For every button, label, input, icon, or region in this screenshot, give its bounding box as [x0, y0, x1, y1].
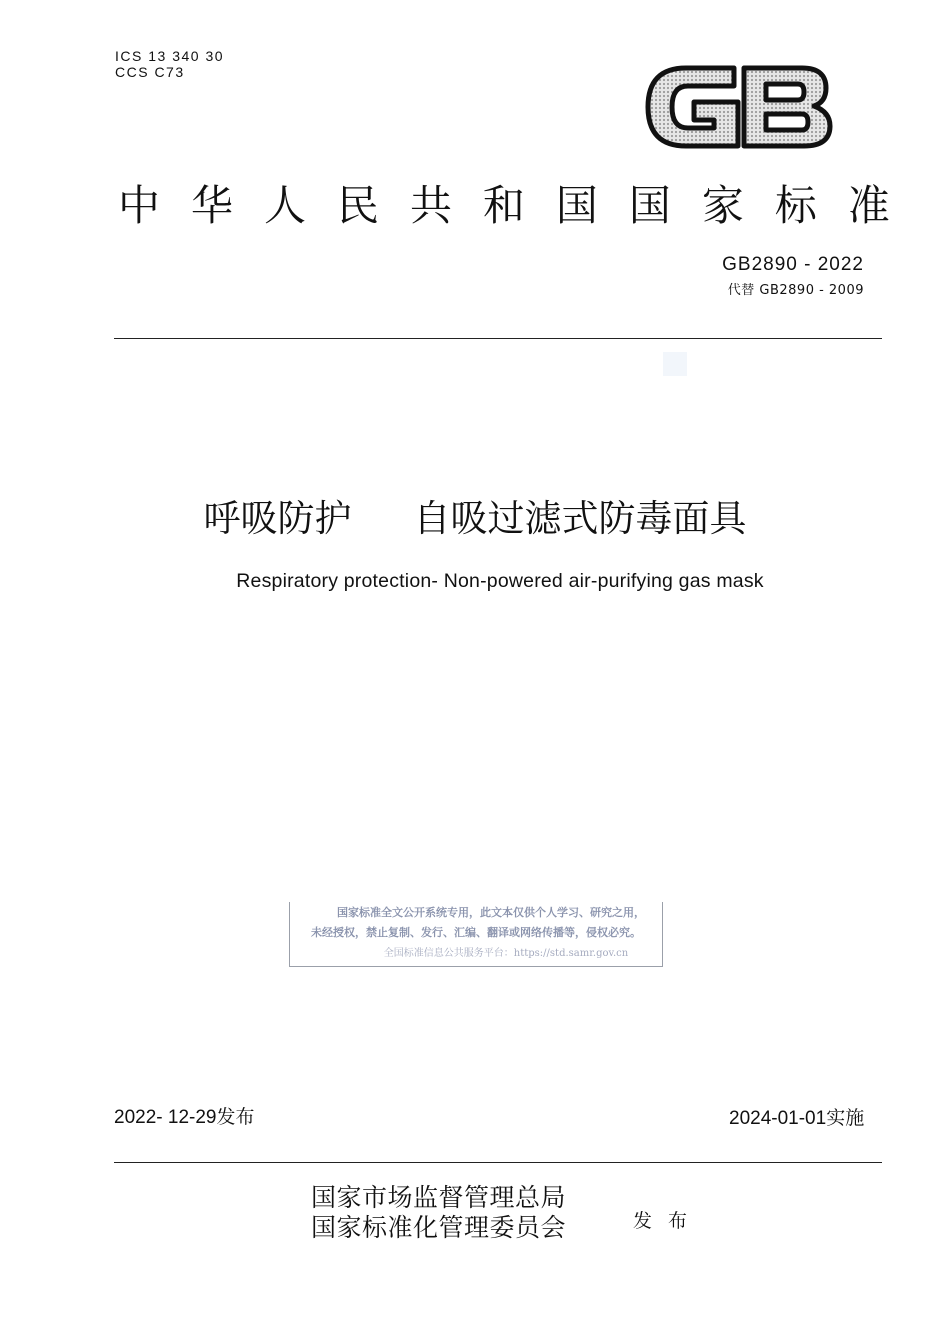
publish-date [114, 1102, 254, 1129]
implement-date-value: 2024-01-01 [729, 1108, 827, 1129]
document-title [0, 496, 950, 542]
gb-logo [642, 58, 834, 156]
classification-codes [115, 48, 224, 80]
implement-date [729, 1107, 869, 1130]
heading-char: 华 [190, 181, 233, 230]
issuer-sac: 国家标准化管理委员会 [311, 1213, 567, 1242]
top-divider [114, 338, 882, 339]
notice-line-1: 国家标准全文公开系统专用，此文本仅供个人学习、研究之用， [337, 906, 645, 919]
issuing-organizations [311, 1183, 566, 1243]
issuer-samr: 国家市场监督管理总局 [311, 1183, 567, 1212]
replaces-standard: 代替 GB2890 ‐ 2009 [727, 283, 864, 298]
national-standard-heading [118, 180, 890, 232]
title-part-2: 自吸过滤式防毒面具 [413, 497, 747, 540]
english-title: Respiratory protection‐ Non-powered air-purifying gas mask [236, 570, 764, 592]
notice-line-2: 未经授权，禁止复制、发行、汇编、翻译或网络传播等，侵权必究。 [311, 926, 641, 939]
watermark-notice [289, 902, 663, 967]
ics-code: ICS 13 340 30 [115, 48, 225, 64]
ccs-code: CCS C73 [115, 64, 185, 80]
heading-char: 人 [263, 181, 306, 230]
heading-char: 中 [118, 181, 161, 230]
notice-line-3: 全国标准信息公共服务平台：https://std.samr.gov.cn [383, 948, 629, 959]
issue-label: 发布 [633, 1210, 704, 1232]
heading-char: 家 [701, 181, 744, 230]
publish-date-value: 2022- 12-29 [114, 1107, 217, 1128]
blank-mark [663, 352, 687, 376]
title-part-1: 呼吸防护 [203, 497, 352, 540]
gb-logo-text: GB [642, 58, 644, 59]
heading-char: 准 [847, 181, 890, 230]
heading-char: 共 [409, 181, 452, 230]
publish-label: 发布 [216, 1106, 255, 1128]
heading-char: 标 [774, 181, 817, 230]
heading-char: 和 [482, 181, 525, 230]
bottom-divider [114, 1162, 882, 1163]
heading-char: 国 [628, 181, 671, 230]
standard-number: GB2890 ‐ 2022 [722, 254, 864, 275]
heading-char: 民 [336, 181, 379, 230]
implement-label: 实施 [826, 1107, 865, 1129]
heading-char: 国 [555, 181, 598, 230]
